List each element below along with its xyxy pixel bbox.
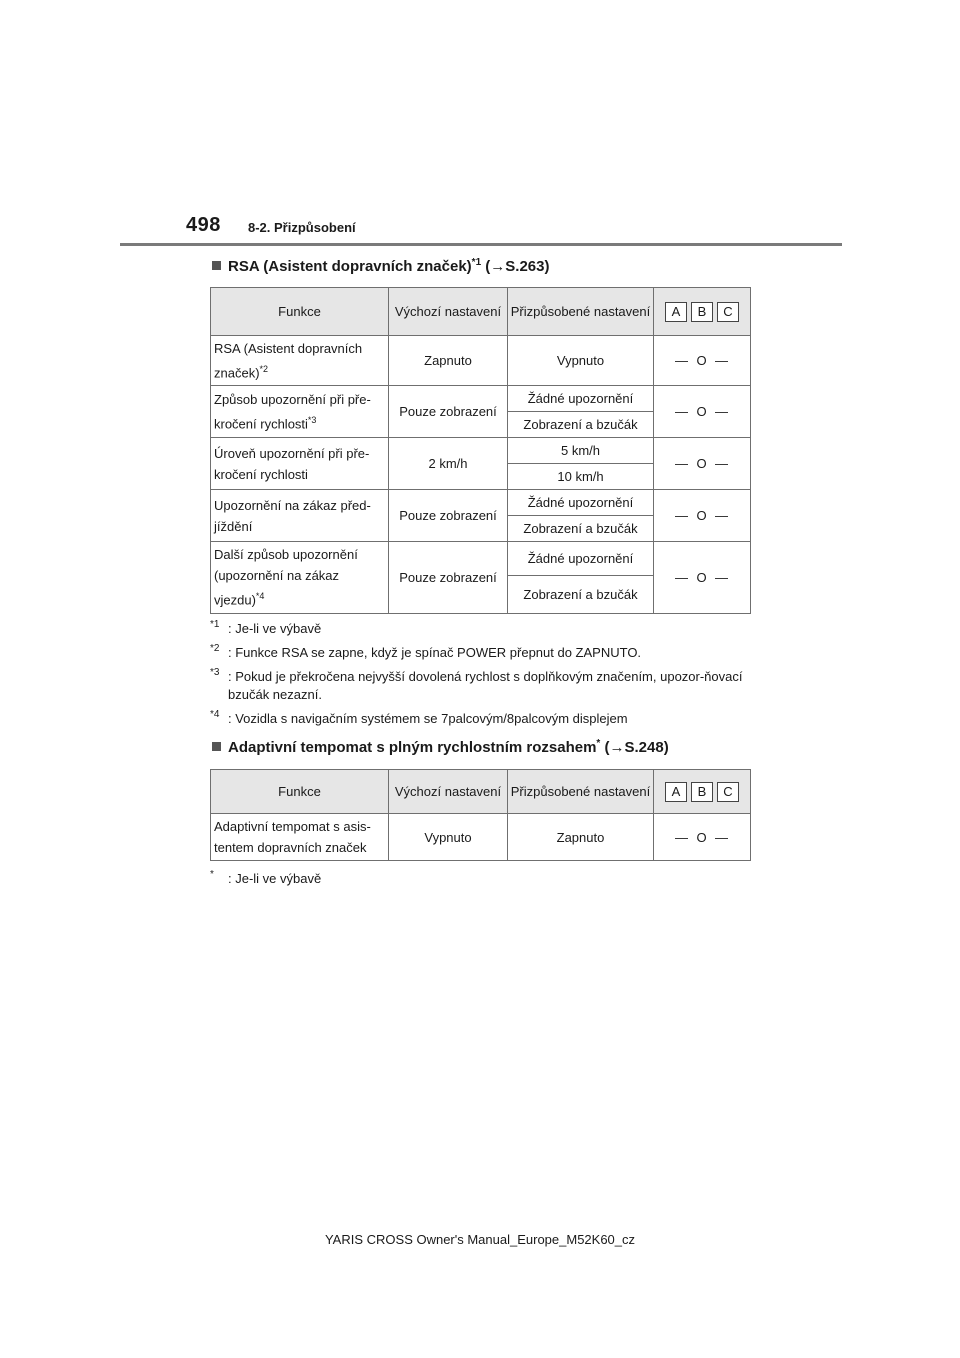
table-row [211, 336, 751, 386]
default-cell: Pouze zobrazení [389, 490, 508, 542]
page-reference-link[interactable]: (→S.263) [485, 258, 550, 275]
custom-cell: Vypnuto [508, 336, 654, 386]
footnotes-section1 [210, 620, 770, 734]
default-cell: Vypnuto [389, 814, 508, 861]
custom-cell: Zapnuto [508, 814, 654, 861]
custom-cell: 10 km/h [508, 464, 654, 490]
col-custom: Přizpůsobené nastavení [508, 770, 654, 814]
label-b: B [691, 782, 713, 802]
label-c: C [717, 782, 739, 802]
page-number: 498 [186, 214, 221, 236]
footnotes-section2 [210, 870, 770, 894]
heading-rsa: RSA (Asistent dopravních značek)$^{*1}$ (→S.263) [212, 257, 550, 275]
square-bullet-icon [212, 742, 221, 751]
label-a: A [665, 782, 687, 802]
func-cell: Adaptivní tempomat s asis-tentem dopravních značek [211, 814, 389, 861]
custom-cell: Žádné upozornění [508, 490, 654, 516]
square-bullet-icon [212, 261, 221, 270]
footer-text: YARIS CROSS Owner's Manual_Europe_M52K60_cz [324, 1232, 636, 1247]
func-cell: Další způsob upozornění (upozornění na zákaz vjezdu)$^{*4}$ [211, 542, 389, 613]
abc-marks: — O — [654, 814, 751, 861]
col-abc [654, 288, 751, 336]
col-func: Funkce [211, 288, 389, 336]
col-custom: Přizpůsobené nastavení [508, 288, 654, 336]
custom-cell: Zobrazení a bzučák [508, 412, 654, 438]
func-cell: Úroveň upozornění při pře-kročení rychlosti [211, 438, 389, 490]
footnote: * : Je-li ve výbavě [210, 869, 322, 886]
footnote: *2 : Funkce RSA se zapne, když je spínač POWER přepnut do ZAPNUTO. [210, 643, 642, 660]
custom-cell: Žádné upozornění [508, 542, 654, 576]
label-c: C [717, 302, 739, 322]
func-cell: Upozornění na zákaz před-jíždění [211, 490, 389, 542]
custom-cell: Žádné upozornění [508, 386, 654, 412]
abc-marks: — O — [654, 490, 751, 542]
abc-marks: — O — [654, 386, 751, 438]
func-cell: RSA (Asistent dopravních značek)$^{*2}$ [211, 336, 389, 386]
table-row [211, 490, 751, 516]
col-default: Výchozí nastavení [389, 770, 508, 814]
col-default: Výchozí nastavení [389, 288, 508, 336]
rsa-settings-table [210, 287, 751, 614]
label-a: A [665, 302, 687, 322]
abc-marks: — O — [654, 438, 751, 490]
col-abc [654, 770, 751, 814]
page-reference-link[interactable]: (→S.248) [604, 739, 669, 756]
label-b: B [691, 302, 713, 322]
custom-cell: 5 km/h [508, 438, 654, 464]
footnote: *3 : Pokud je překročena nejvyšší dovolená rychlost s doplňkovým značením, upozor-ňovací bzučák nezazní. [210, 667, 743, 702]
func-cell: Způsob upozornění při pře-kročení rychlosti$^{*3}$ [211, 386, 389, 438]
footnote: *4 : Vozidla s navigačním systémem se 7palcovým/8palcovým displejem [210, 709, 628, 726]
default-cell: Pouze zobrazení [389, 542, 508, 613]
col-func: Funkce [211, 770, 389, 814]
custom-cell: Zobrazení a bzučák [508, 576, 654, 613]
table-header-row [211, 288, 751, 336]
abc-marks: — O — [654, 542, 751, 613]
heading-acc: Adaptivní tempomat s plným rychlostním rozsahem* (→S.248) [212, 738, 669, 756]
abc-marks: — O — [654, 336, 751, 386]
default-cell: Zapnuto [389, 336, 508, 386]
table-row [211, 814, 751, 861]
table-header-row [211, 770, 751, 814]
footnote: *1 : Je-li ve výbavě [210, 619, 322, 636]
acc-settings-table [210, 769, 751, 861]
table-row [211, 438, 751, 464]
default-cell: 2 km/h [389, 438, 508, 490]
section-title: 8-2. Přizpůsobení [248, 220, 356, 235]
header-rule [120, 243, 842, 246]
custom-cell: Zobrazení a bzučák [508, 516, 654, 542]
table-row [211, 386, 751, 412]
default-cell: Pouze zobrazení [389, 386, 508, 438]
table-row [211, 542, 751, 576]
